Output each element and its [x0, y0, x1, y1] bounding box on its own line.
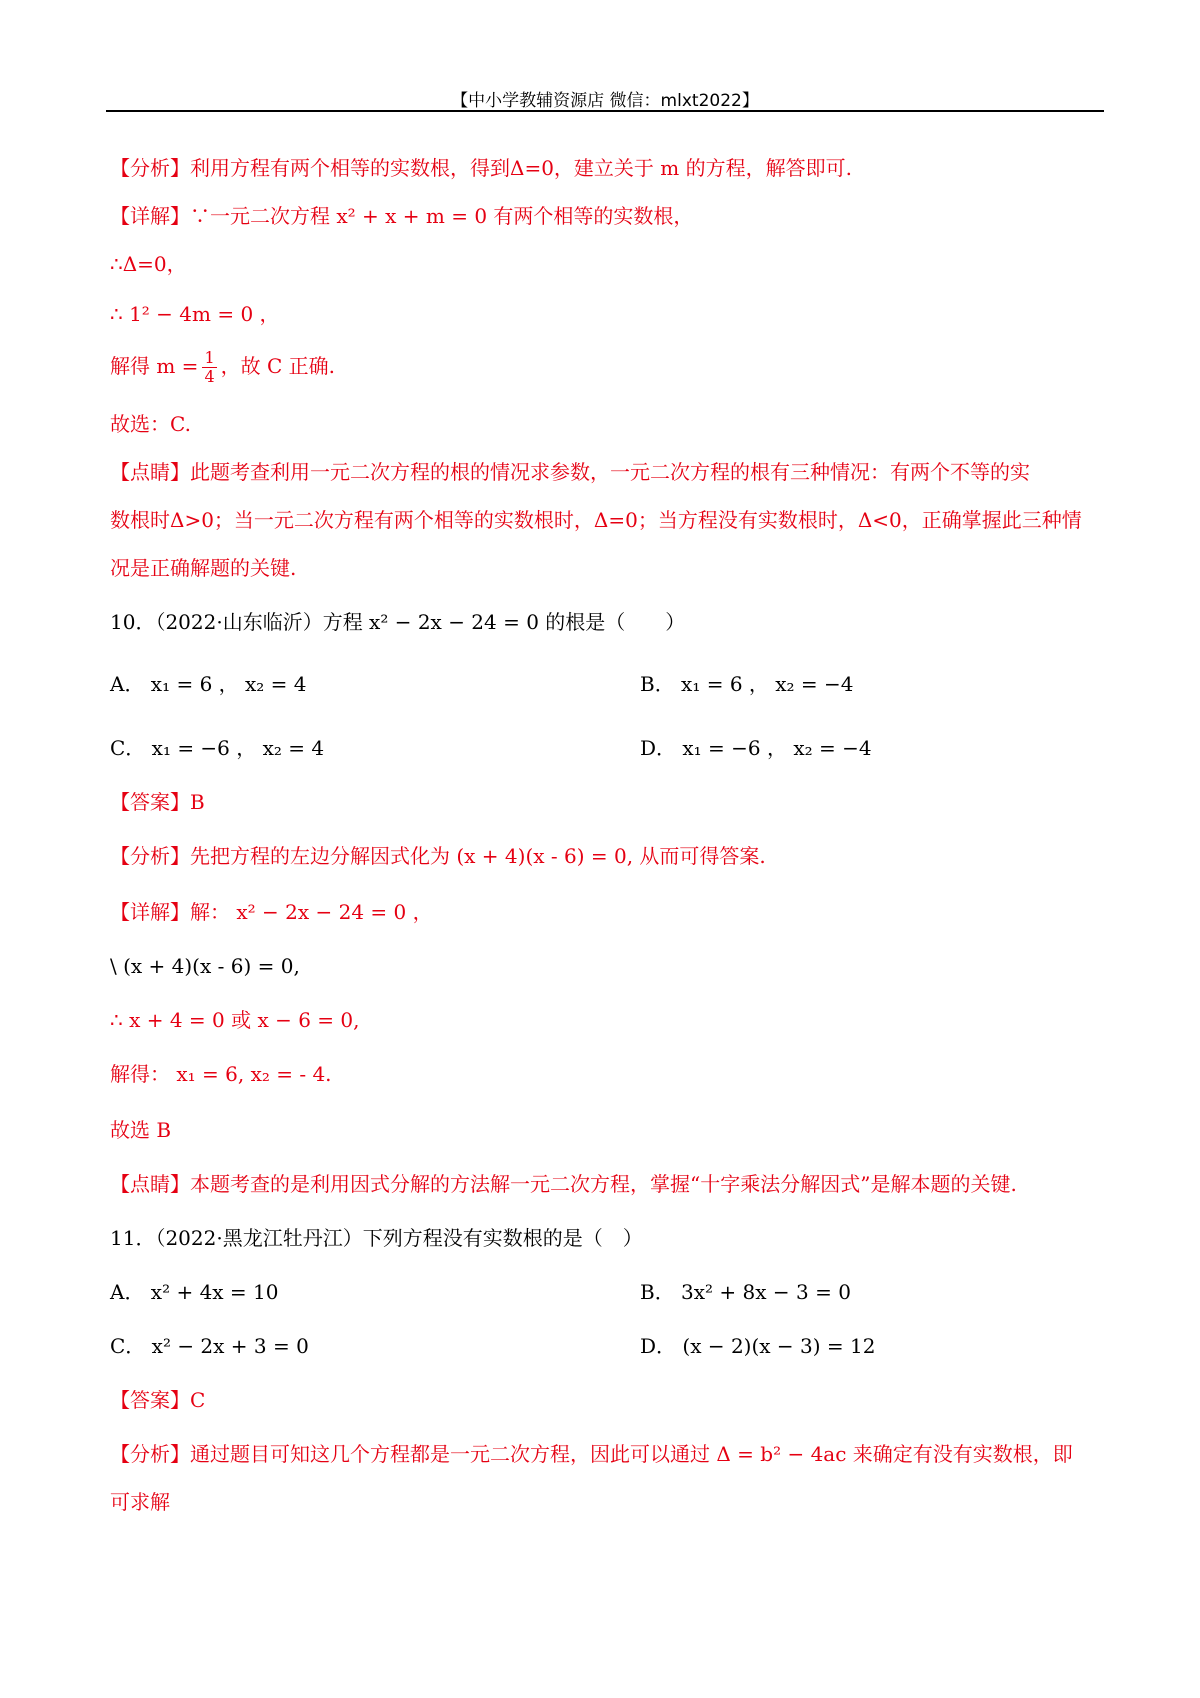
- option-a-text: A． x² + 4x = 10: [110, 1280, 279, 1304]
- fraction-denominator: 4: [204, 367, 215, 386]
- analysis-line: 可求解: [110, 1490, 170, 1514]
- option-a: [110, 1278, 1104, 1306]
- option-b-text: B． 3x² + 8x − 3 = 0: [640, 1280, 851, 1304]
- option-d-text: D． x₁ = −6 ， x₂ = −4: [640, 736, 872, 760]
- solution-step-fraction: [110, 344, 1104, 388]
- solution-step: ∴ x + 4 = 0 或 x − 6 = 0,: [110, 1008, 360, 1032]
- solution-step: ∴Δ=0，: [110, 252, 187, 276]
- header-divider: [106, 110, 1104, 112]
- answer-line: 【答案】B: [110, 790, 205, 814]
- option-c-text: C． x² − 2x + 3 = 0: [110, 1334, 309, 1358]
- option-c: [110, 734, 1104, 762]
- analysis-line: 【分析】利用方程有两个相等的实数根，得到Δ=0，建立关于 m 的方程，解答即可.: [110, 156, 852, 180]
- detail-line: 【详解】∵一元二次方程 x² + x + m = 0 有两个相等的实数根，: [110, 204, 694, 228]
- option-d-text: D． (x − 2)(x − 3) = 12: [640, 1334, 876, 1358]
- fraction-numerator: 1: [204, 348, 215, 367]
- fraction-prefix: 解得 m =: [110, 354, 199, 378]
- analysis-line: 【分析】通过题目可知这几个方程都是一元二次方程，因此可以通过 Δ = b² − 4ac 来确定有没有实数根，即: [110, 1442, 1073, 1466]
- answer-choice: 故选：C.: [110, 412, 191, 436]
- comment-line: 数根时Δ>0；当一元二次方程有两个相等的实数根时，Δ=0；当方程没有实数根时，Δ<0，正确掌握此三种情: [110, 508, 1082, 532]
- page-header: 【中小学教辅资源店 微信：mlxt2022】: [451, 91, 759, 111]
- option-a: [110, 670, 1104, 698]
- fraction-suffix: ，故 C 正确.: [220, 354, 335, 378]
- analysis-line: 【分析】先把方程的左边分解因式化为 (x + 4)(x - 6) = 0, 从而可得答案.: [110, 844, 766, 868]
- option-b-text: B． x₁ = 6 ， x₂ = −4: [640, 672, 854, 696]
- answer-choice: 故选 B: [110, 1118, 172, 1142]
- comment-line: 况是正确解题的关键.: [110, 556, 297, 580]
- solution-step: \ (x + 4)(x - 6) = 0,: [110, 954, 300, 978]
- solution-step: 解得： x₁ = 6, x₂ = - 4.: [110, 1062, 332, 1086]
- option-c-text: C． x₁ = −6 ， x₂ = 4: [110, 736, 325, 760]
- question-11: 11．（2022·黑龙江牡丹江）下列方程没有实数根的是（ ）: [110, 1226, 643, 1250]
- solution-step: ∴ 1² − 4m = 0 ，: [110, 302, 280, 326]
- detail-line: 【详解】解： x² − 2x − 24 = 0 ，: [110, 900, 433, 924]
- fraction: [202, 349, 216, 386]
- comment-line: 【点睛】本题考查的是利用因式分解的方法解一元二次方程，掌握“十字乘法分解因式”是解本题的关键.: [110, 1172, 1017, 1196]
- question-10: 10．（2022·山东临沂）方程 x² − 2x − 24 = 0 的根是（ ）: [110, 610, 686, 634]
- option-a-text: A． x₁ = 6 ， x₂ = 4: [110, 672, 307, 696]
- option-c: [110, 1332, 1104, 1360]
- answer-line: 【答案】C: [110, 1388, 206, 1412]
- comment-line: 【点睛】此题考查利用一元二次方程的根的情况求参数，一元二次方程的根有三种情况：有两个不等的实: [110, 460, 1030, 484]
